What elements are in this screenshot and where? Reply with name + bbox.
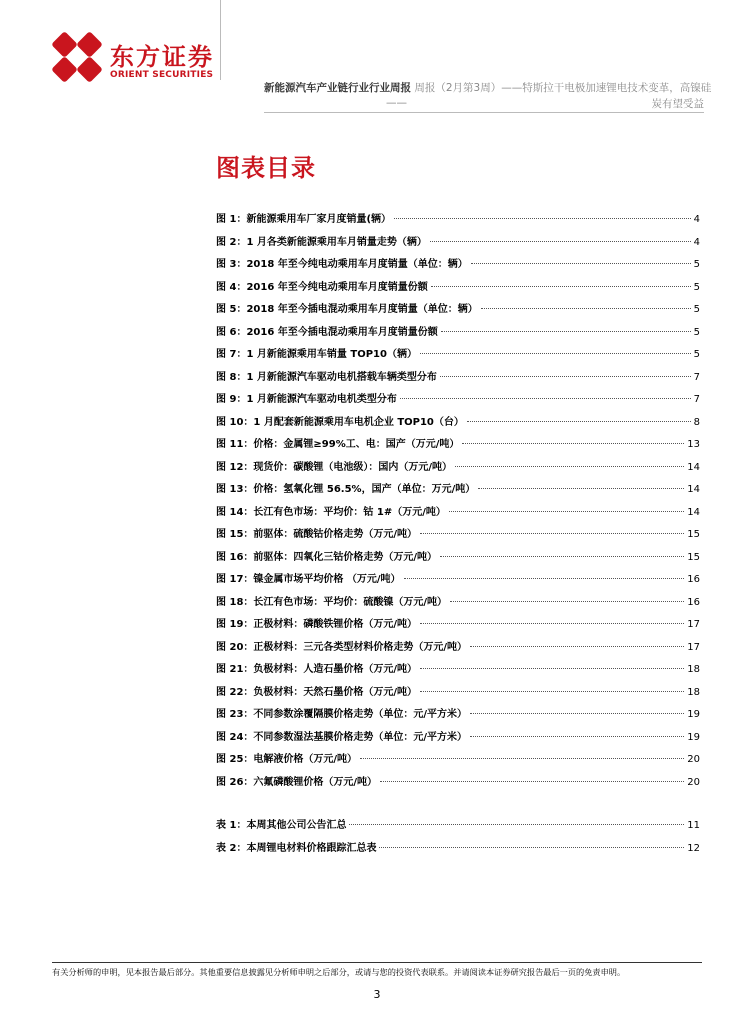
figure-label: 图 1：	[216, 214, 247, 225]
figure-label: 图 15：	[216, 529, 254, 540]
table-title: 本周其他公司公告汇总	[246, 820, 347, 831]
figure-title: 正极材料：磷酸铁锂价格（万元/吨）	[253, 619, 418, 630]
figure-label: 图 12：	[216, 461, 254, 473]
leader-dots	[441, 331, 691, 332]
figure-title: 镍金属市场平均价格 （万元/吨）	[253, 574, 401, 585]
figure-label: 图 8：	[216, 371, 247, 383]
leader-dots	[470, 713, 684, 714]
figure-page-number: 16	[687, 596, 700, 608]
figure-label: 图 20：	[216, 641, 254, 653]
figure-entry[interactable]	[216, 458, 700, 481]
figure-entry[interactable]	[216, 435, 700, 458]
figure-entry[interactable]	[216, 728, 700, 751]
figure-label: 图 6：	[216, 326, 247, 338]
leader-dots	[478, 488, 684, 489]
company-logo	[52, 32, 222, 82]
leader-dots	[360, 758, 684, 759]
figure-page-number: 14	[687, 506, 700, 518]
figure-label: 图 7：	[216, 349, 247, 360]
figure-label: 图 14：	[216, 506, 254, 518]
figure-page-number: 18	[687, 664, 700, 675]
leader-dots	[420, 533, 684, 534]
leader-dots	[467, 421, 691, 422]
figure-title: 正极材料：三元各类型材料价格走势（万元/吨）	[253, 641, 468, 653]
figure-label: 图 19：	[216, 619, 254, 630]
figure-entry[interactable]	[216, 750, 700, 773]
page-number: 3	[373, 988, 381, 1001]
figure-title: 价格：氢氧化锂 56.5%，国产（单位：万元/吨）	[253, 484, 476, 495]
figure-entry[interactable]	[216, 255, 700, 278]
figure-entry[interactable]	[216, 548, 700, 571]
figure-label: 图 24：	[216, 731, 254, 743]
figure-label: 图 25：	[216, 754, 254, 765]
figure-entry[interactable]	[216, 323, 700, 346]
figure-title: 1 月配套新能源乘用车电机企业 TOP10（台）	[253, 416, 464, 428]
leader-dots	[440, 556, 684, 557]
figure-page-number: 18	[687, 686, 700, 698]
figure-page-number: 5	[693, 349, 700, 360]
figure-page-number: 14	[687, 484, 700, 495]
figure-entry[interactable]	[216, 615, 700, 638]
figure-label: 图 23：	[216, 709, 254, 720]
table-title: 本周锂电材料价格跟踪汇总表	[246, 842, 377, 854]
leader-dots	[394, 218, 691, 219]
figure-entry[interactable]	[216, 503, 700, 526]
figure-entry[interactable]	[216, 638, 700, 661]
leader-dots	[449, 511, 684, 512]
figure-entry[interactable]	[216, 278, 700, 301]
figure-page-number: 4	[693, 236, 700, 248]
figure-label: 图 21：	[216, 664, 254, 675]
footer-disclaimer: 有关分析师的申明，见本报告最后部分。其他重要信息披露见分析师申明之后部分，或请与您的投资代表联系。并请阅读本证券研究报告最后一页的免责申明。	[52, 967, 626, 977]
table-label: 表 2：	[216, 842, 247, 854]
figure-entry[interactable]	[216, 773, 700, 796]
table-page-number: 11	[687, 820, 700, 831]
figure-title: 2016 年至今插电混动乘用车月度销量份额	[246, 326, 438, 338]
figure-label: 图 3：	[216, 259, 247, 270]
figure-label: 图 18：	[216, 596, 254, 608]
figure-entry[interactable]	[216, 390, 700, 413]
figure-list	[216, 210, 700, 795]
figure-label: 图 22：	[216, 686, 254, 698]
figure-label: 图 26：	[216, 776, 254, 788]
figure-title: 前驱体：硫酸钴价格走势（万元/吨）	[253, 529, 418, 540]
figure-entry[interactable]	[216, 593, 700, 616]
figure-title: 价格：金属锂≥99%工、电：国产（万元/吨）	[253, 439, 460, 450]
leader-dots	[430, 241, 691, 242]
leader-dots	[400, 398, 691, 399]
logo-english-name: ORIENT SECURITIES	[110, 70, 214, 80]
leader-dots	[440, 376, 691, 377]
figure-title: 六氟磷酸锂价格（万元/吨）	[253, 776, 378, 788]
figure-entry[interactable]	[216, 413, 700, 436]
figure-label: 图 13：	[216, 484, 254, 495]
figure-page-number: 5	[693, 326, 700, 338]
figure-page-number: 5	[693, 259, 700, 270]
figure-page-number: 19	[687, 709, 700, 720]
figure-entry[interactable]	[216, 525, 700, 548]
figure-entry[interactable]	[216, 233, 700, 256]
figure-label: 图 11：	[216, 439, 254, 450]
figure-title: 现货价：碳酸锂（电池级）：国内（万元/吨）	[253, 461, 453, 473]
figure-label: 图 2：	[216, 236, 247, 248]
figure-page-number: 5	[693, 304, 700, 315]
leader-dots	[380, 781, 684, 782]
logo-chinese-name: 东方证券	[110, 43, 214, 71]
figure-page-number: 17	[687, 619, 700, 630]
leader-dots	[481, 308, 691, 309]
figure-title: 长江有色市场：平均价：硫酸镍（万元/吨）	[253, 596, 448, 608]
figure-label: 图 17：	[216, 574, 254, 585]
report-title-line	[264, 80, 712, 95]
figure-label: 图 4：	[216, 281, 247, 293]
figure-title: 1 月各类新能源乘用车月销量走势（辆）	[246, 236, 427, 248]
figure-title: 负极材料：人造石墨价格（万元/吨）	[253, 664, 418, 675]
toc-heading: 图表目录	[216, 154, 316, 182]
figure-page-number: 14	[687, 461, 700, 473]
leader-dots	[420, 668, 684, 669]
figure-page-number: 16	[687, 574, 700, 585]
report-title-bold: 新能源汽车产业链行业行业周报	[264, 82, 411, 94]
figure-title: 2016 年至今纯电动乘用车月度销量份额	[246, 281, 428, 293]
report-title-dash: ——	[386, 97, 407, 109]
footer-divider	[52, 962, 702, 963]
figure-title: 1 月新能源汽车驱动电机搭载车辆类型分布	[246, 371, 437, 383]
figure-title: 负极材料：天然石墨价格（万元/吨）	[253, 686, 418, 698]
figure-entry[interactable]	[216, 480, 700, 503]
leader-dots	[455, 466, 684, 467]
figure-page-number: 5	[693, 281, 700, 293]
table-entry[interactable]	[216, 816, 700, 839]
table-page-number: 12	[687, 842, 700, 854]
leader-dots	[379, 847, 684, 848]
figure-page-number: 8	[693, 416, 700, 428]
leader-dots	[404, 578, 685, 579]
figure-entry[interactable]	[216, 683, 700, 706]
figure-label: 图 9：	[216, 394, 247, 405]
leader-dots	[462, 443, 684, 444]
figure-page-number: 15	[687, 529, 700, 540]
figure-page-number: 13	[687, 439, 700, 450]
leader-dots	[450, 601, 684, 602]
figure-title: 不同参数湿法基膜价格走势（单位：元/平方米）	[253, 731, 468, 743]
figure-title: 1 月新能源乘用车销量 TOP10（辆）	[246, 349, 417, 360]
leader-dots	[349, 824, 684, 825]
figure-entry[interactable]	[216, 300, 700, 323]
header-underline	[264, 112, 704, 113]
figure-title: 1 月新能源汽车驱动电机类型分布	[246, 394, 397, 405]
figure-title: 2018 年至今插电混动乘用车月度销量（单位：辆）	[246, 304, 478, 315]
figure-page-number: 17	[687, 641, 700, 653]
header-divider	[220, 0, 221, 80]
figure-page-number: 20	[687, 754, 700, 765]
figure-label: 图 5：	[216, 304, 247, 315]
leader-dots	[470, 646, 684, 647]
report-title-rest: 周报（2月第3周）——特斯拉干电极加速锂电技术变革，高镍硅	[411, 82, 712, 94]
figure-entry[interactable]	[216, 368, 700, 391]
figure-title: 新能源乘用车厂家月度销量(辆）	[246, 214, 392, 225]
leader-dots	[470, 736, 684, 737]
leader-dots	[420, 623, 684, 624]
table-entry[interactable]	[216, 839, 700, 862]
figure-title: 电解液价格（万元/吨）	[253, 754, 358, 765]
figure-title: 2018 年至今纯电动乘用车月度销量（单位：辆）	[246, 259, 468, 270]
figure-title: 不同参数涂覆隔膜价格走势（单位：元/平方米）	[253, 709, 468, 720]
leader-dots	[471, 263, 691, 264]
figure-title: 前驱体：四氧化三钴价格走势（万元/吨）	[253, 551, 438, 563]
figure-label: 图 10：	[216, 416, 254, 428]
figure-page-number: 7	[693, 371, 700, 383]
figure-page-number: 20	[687, 776, 700, 788]
table-list	[216, 816, 700, 861]
figure-label: 图 16：	[216, 551, 254, 563]
figure-page-number: 7	[693, 394, 700, 405]
figure-entry[interactable]	[216, 570, 700, 593]
figure-entry[interactable]	[216, 705, 700, 728]
figure-title: 长江有色市场：平均价：钴 1#（万元/吨）	[253, 506, 446, 518]
report-title-continuation: 炭有望受益	[651, 98, 704, 110]
table-label: 表 1：	[216, 820, 247, 831]
figure-entry[interactable]	[216, 345, 700, 368]
leader-dots	[420, 353, 691, 354]
figure-page-number: 4	[693, 214, 700, 225]
figure-entry[interactable]	[216, 660, 700, 683]
orient-logo-icon	[52, 32, 102, 82]
figure-page-number: 19	[687, 731, 700, 743]
leader-dots	[431, 286, 691, 287]
figure-page-number: 15	[687, 551, 700, 563]
figure-entry[interactable]	[216, 210, 700, 233]
leader-dots	[420, 691, 684, 692]
